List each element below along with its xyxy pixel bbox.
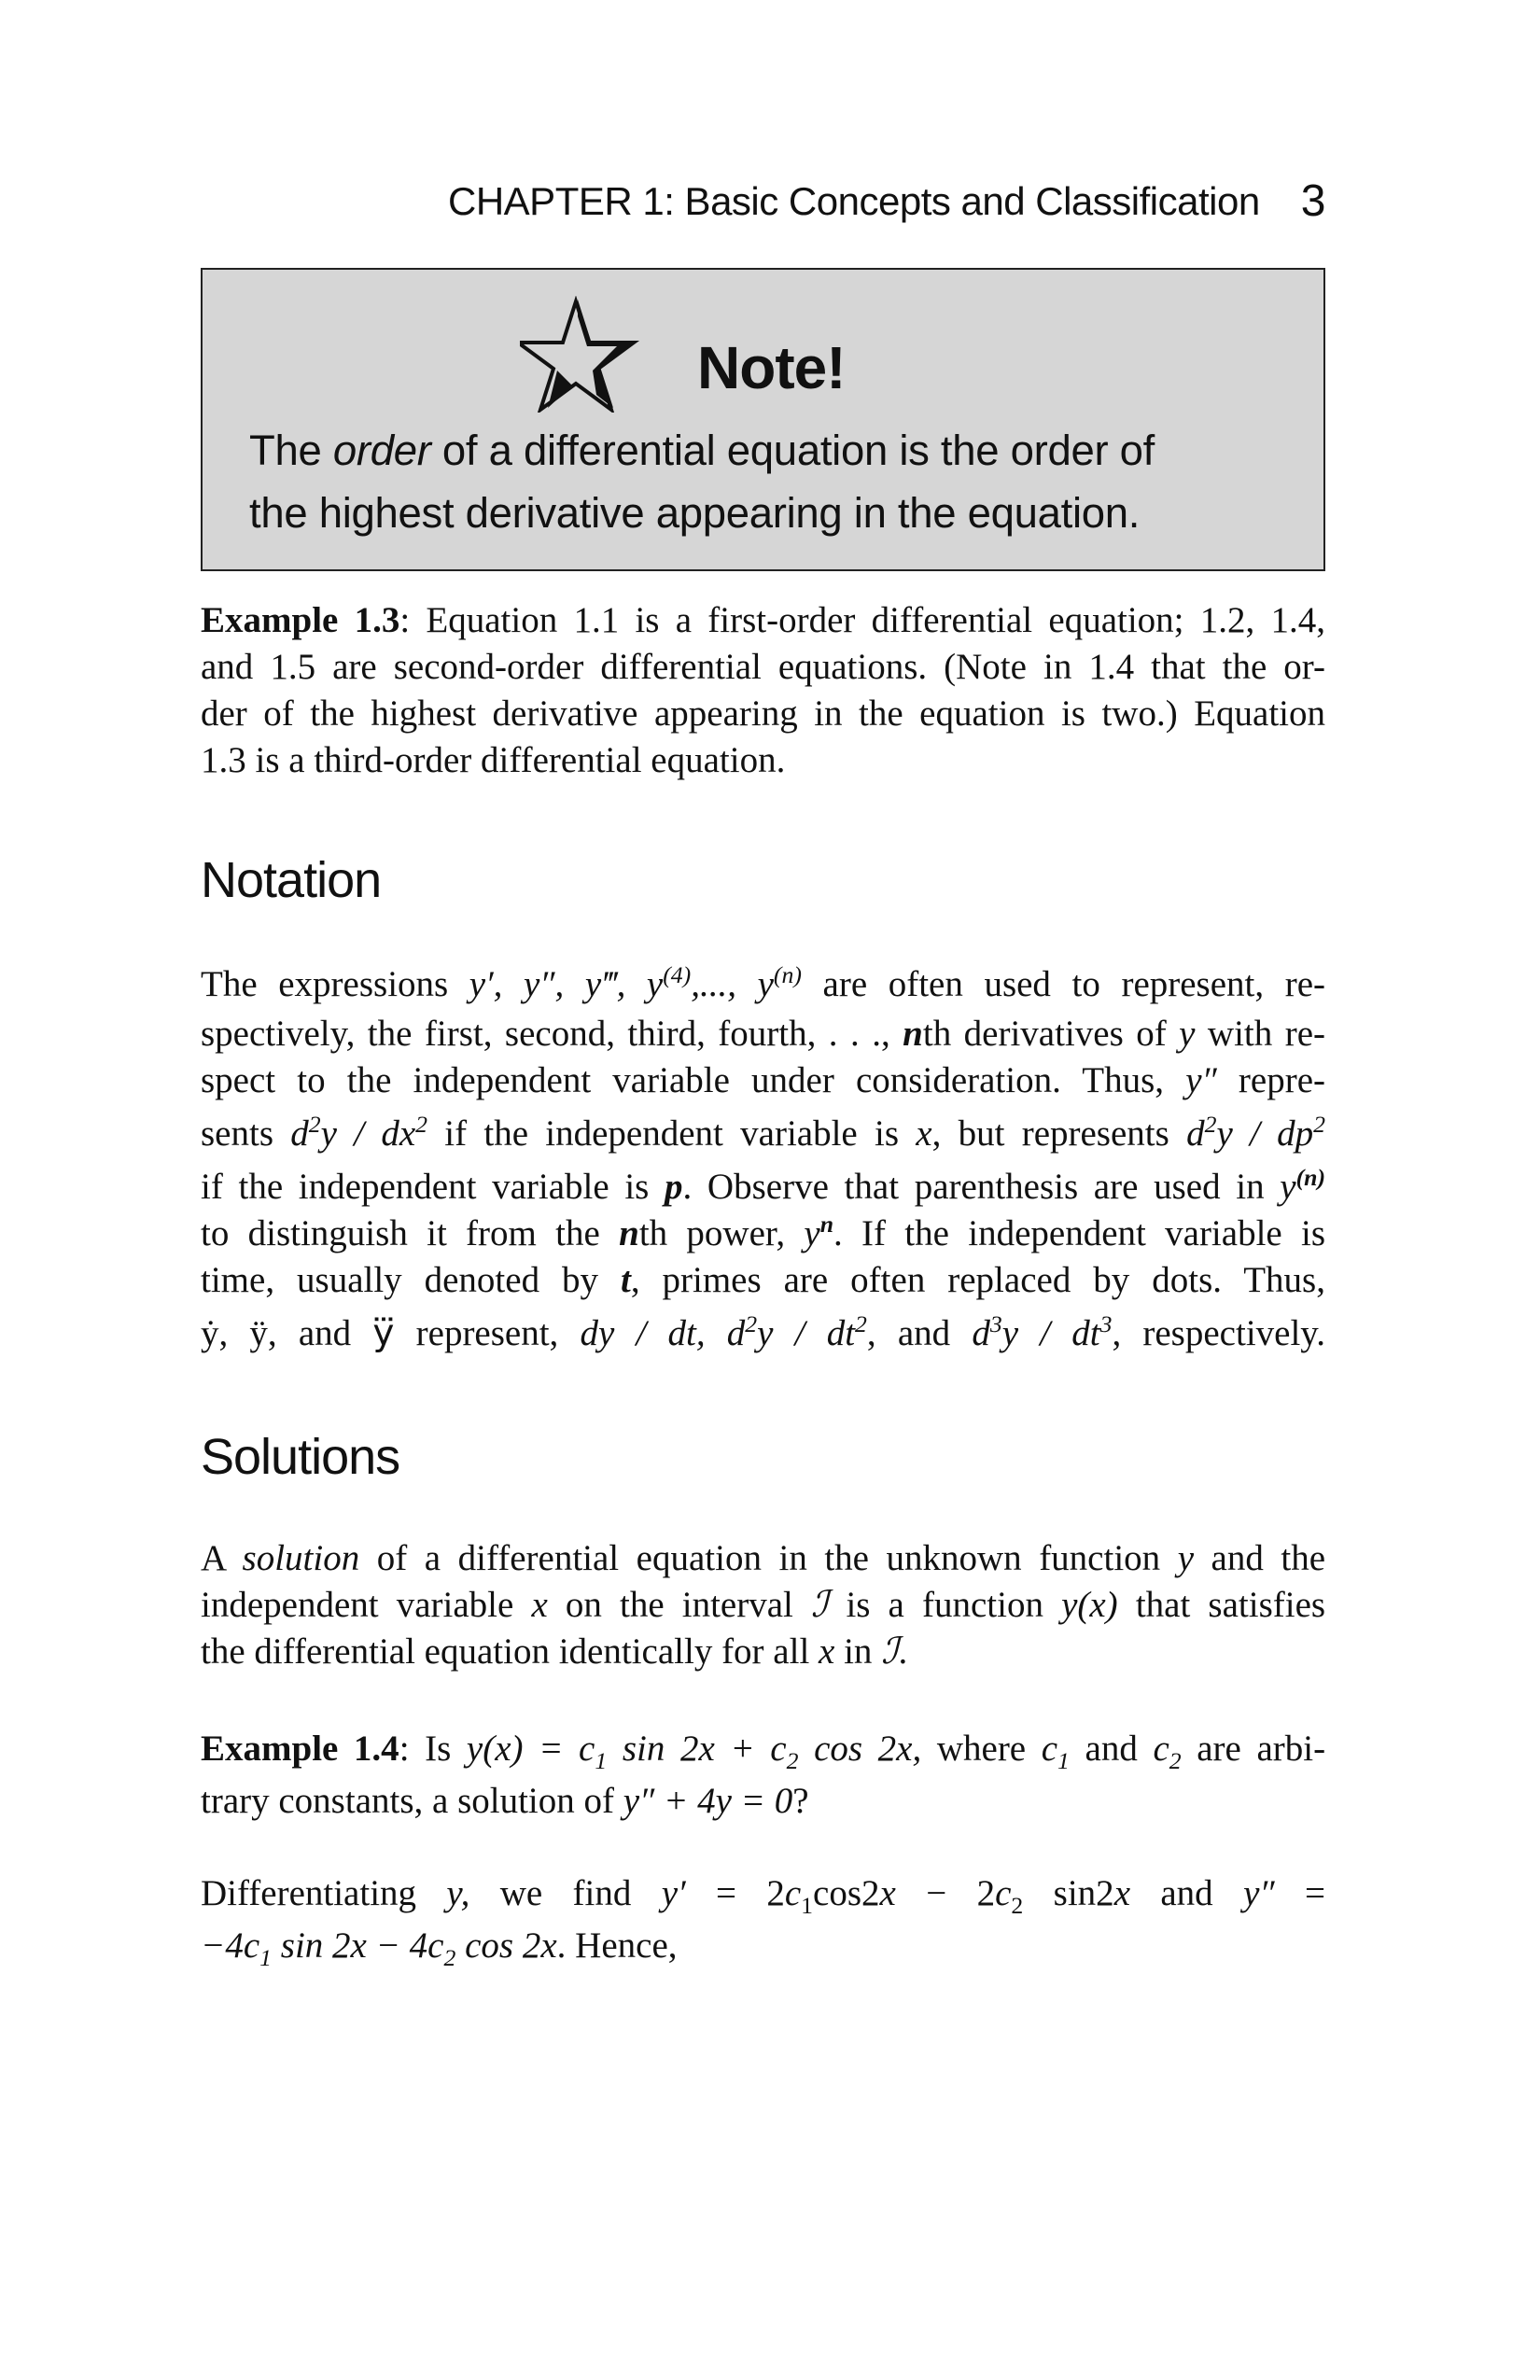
solution-definition: A solution of a differential equation in the unknown function y and the independent variable x on the interval ℐ is a function y(x) that satisfies the differential equation identically for all x in ℐ. xyxy=(201,1538,1326,1672)
example-1-4: Example 1.4: Is $y(x) = c_1$ $\sin 2x + c_2$ cos 2x, where $c_1$ and $c_2$ are arbi- trary constants, a solution of y″ + 4y = 0? xyxy=(201,1729,1326,1821)
chapter-title: CHAPTER 1: Basic Concepts and Classification xyxy=(448,179,1260,223)
note-box xyxy=(201,268,1325,571)
note-title: Note! xyxy=(697,334,846,401)
example-1-4-label: Example 1.4 xyxy=(201,1729,399,1769)
differentiating-paragraph: Differentiating y, we find $y' = 2c_1\cos 2x - 2c_2$ sin2x and y″ = $-4c_1$ $\sin 2x - 4c_2$ cos 2x. Hence, xyxy=(201,1873,1325,1971)
solutions-heading: Solutions xyxy=(201,1429,400,1485)
example-1-3-label: Example 1.3 xyxy=(201,600,400,640)
notation-paragraph: The expressions y′, y″, y‴, $y^{(4)}$,..., $y^{(n)}$ are often used to represent, re- spectively, the first, second, third, fourth, . . ., nth derivatives of y with re- spect to the independent variable under consideration. Thus, y″ repre- sents $d^2y / dx^2$ if the independent variable is x, but represents $d^2y / dp^2$ if the independent variable is p. Observe that parenthesis are used in $y^{(n)}$ to distinguish it from the nth power, $y^n$. If the independent variable is time, usually denoted by t, primes are often replaced by dots. Thus, ẏ, ÿ, and y⃛ represent, dy / dt, $d^2y / dt^2$, and $d^3y / dt^3$, respectively. xyxy=(201,961,1326,1353)
star-icon xyxy=(520,296,641,413)
note-definition: The order of a differential equation is the order of the highest derivative appearing in the equation. xyxy=(249,419,1295,544)
running-header xyxy=(448,176,1325,226)
notation-heading: Notation xyxy=(201,852,382,908)
page-number: 3 xyxy=(1300,176,1325,226)
order-term: order xyxy=(332,427,431,474)
note-line-2: the highest derivative appearing in the equation. xyxy=(249,489,1141,537)
example-1-3: Example 1.3: Equation 1.1 is a first-order differential equation; 1.2, 1.4, and 1.5 are second-order differential equations. (Note in 1.4 that the or- der of the highest derivative appearing in the equation is two.) Equation 1.3 is a third-order differential equation. xyxy=(201,600,1325,780)
solution-term: solution xyxy=(242,1538,360,1578)
